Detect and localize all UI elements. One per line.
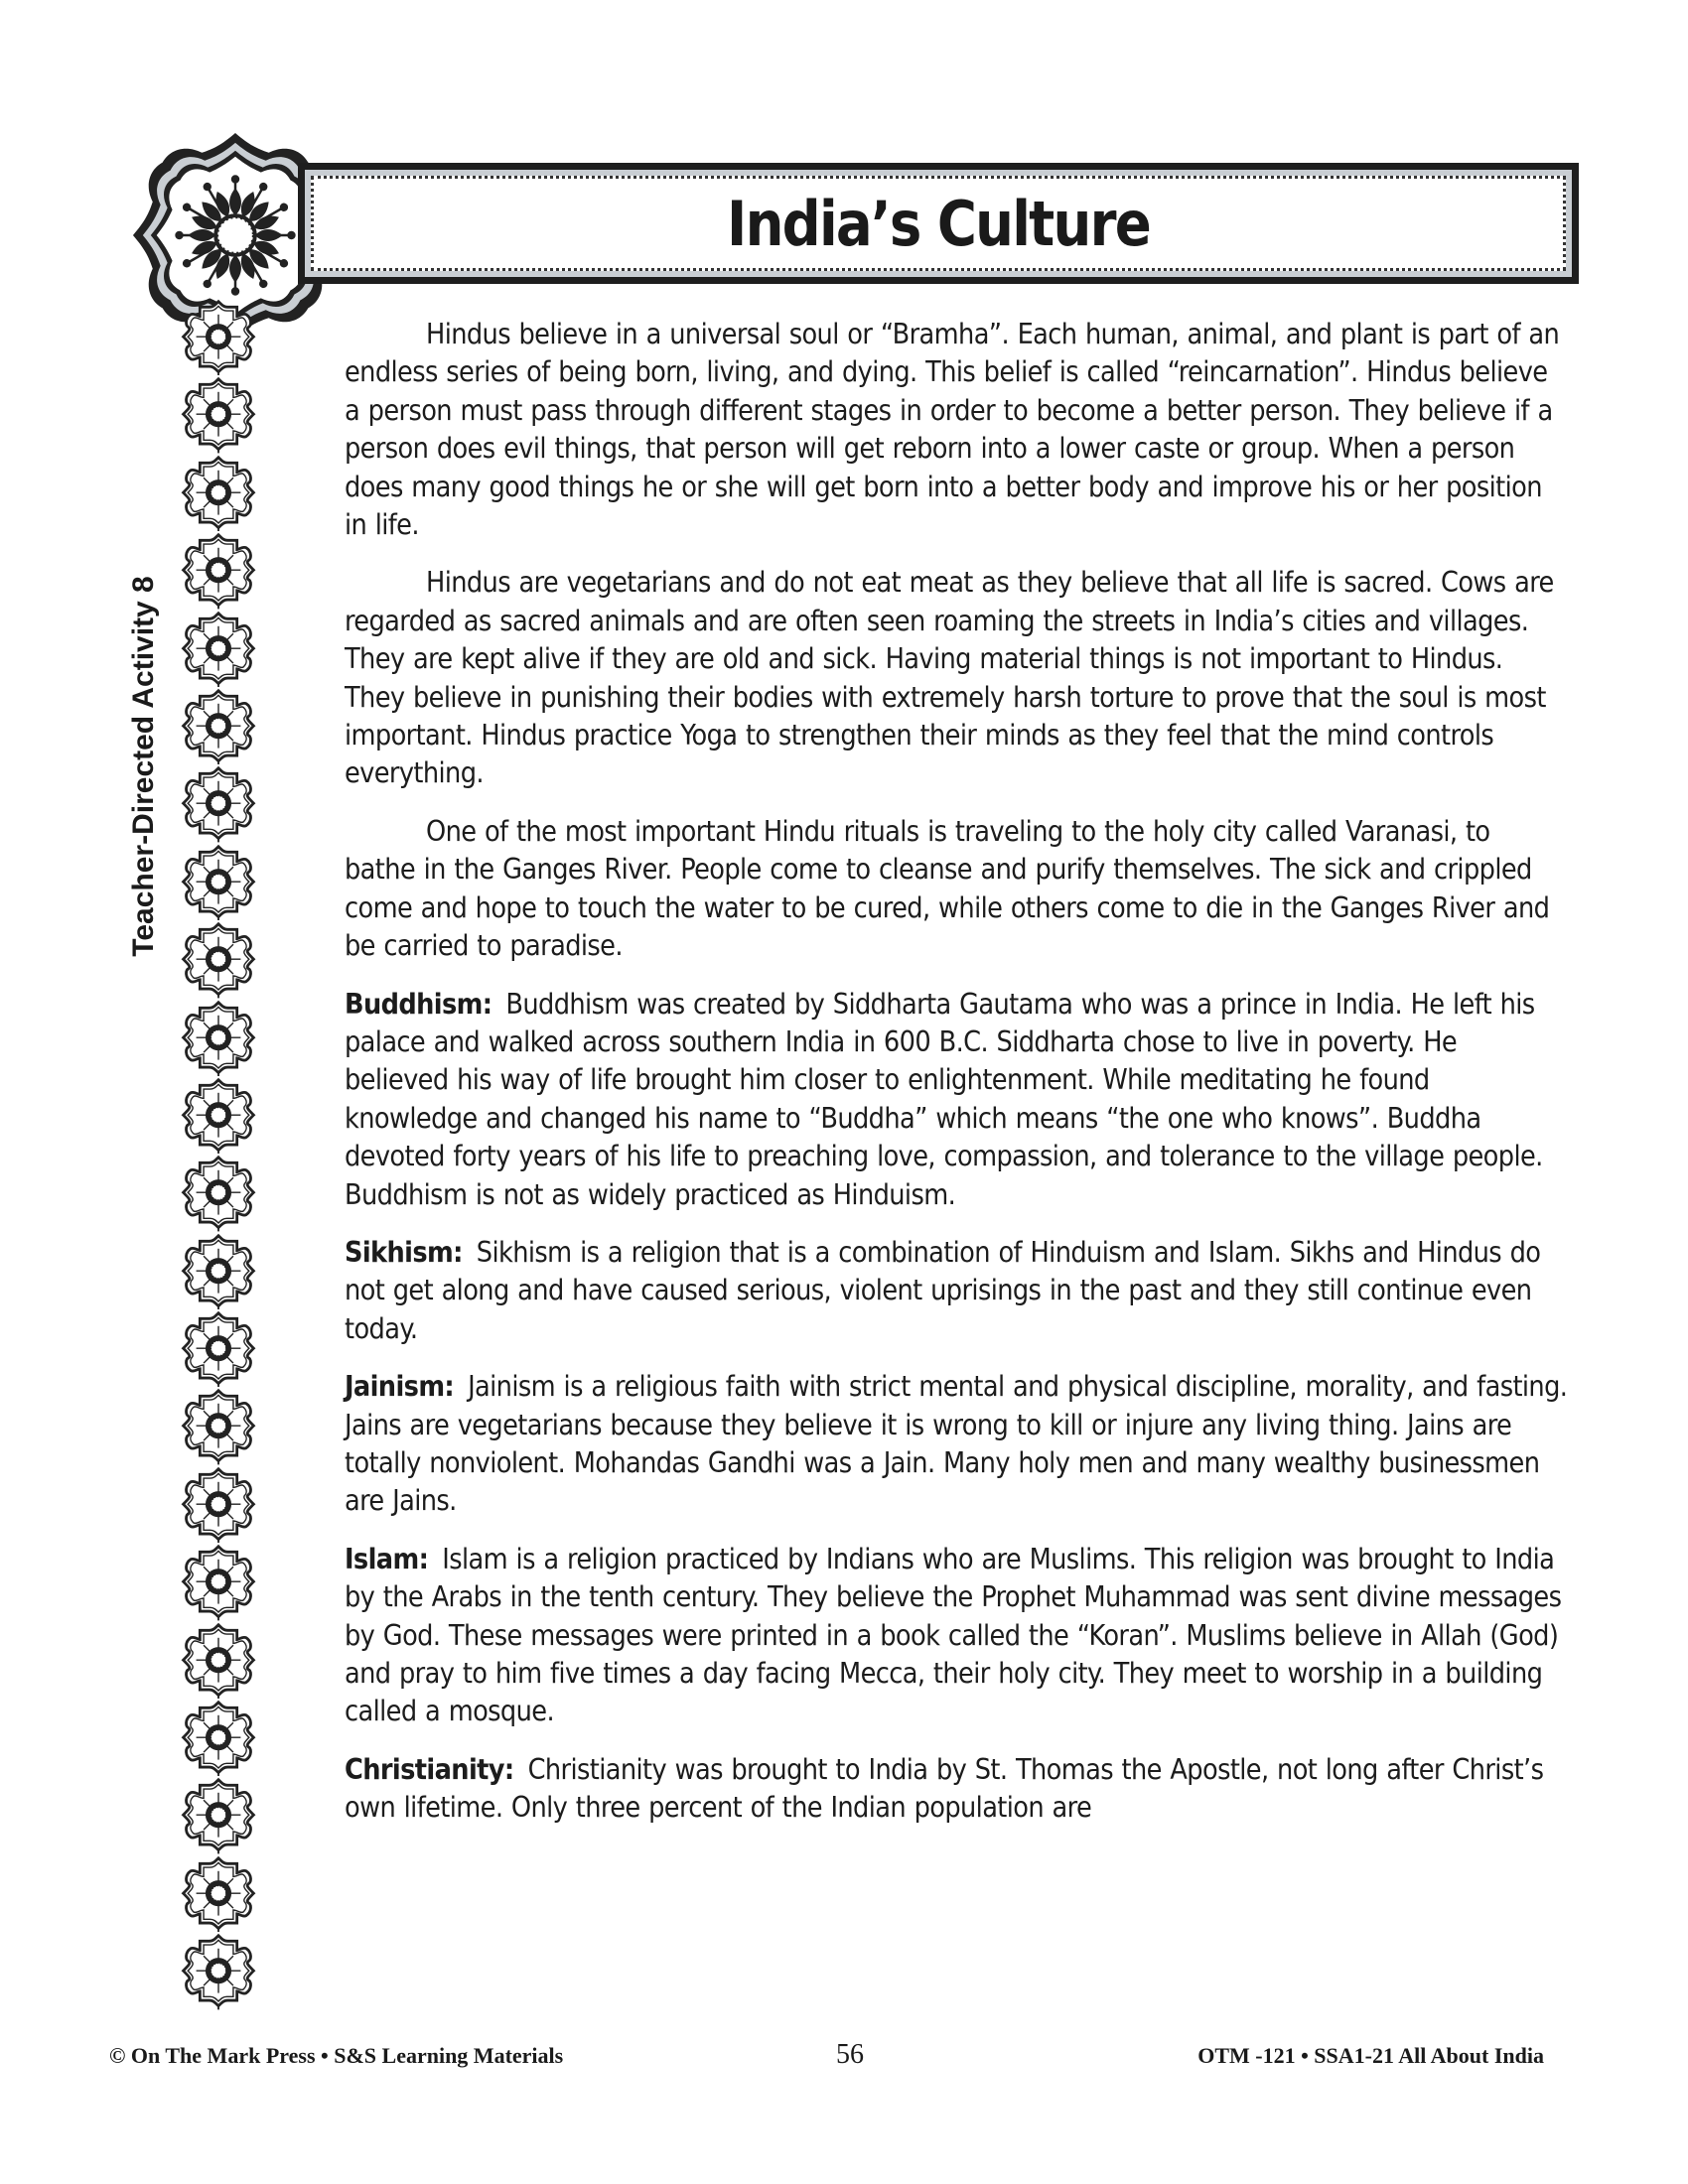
floral-medallion-icon: [177, 1232, 260, 1309]
term-label: Sikhism:: [345, 1235, 463, 1269]
paragraph-christianity: [345, 1751, 1568, 1828]
activity-label: Teacher-Directed Activity 8: [127, 576, 160, 957]
term-label: Islam:: [345, 1542, 429, 1575]
term-label: Buddhism:: [345, 987, 492, 1021]
paragraph-hindu-rituals: [345, 813, 1568, 966]
paragraph-text: Hindus believe in a universal soul or “Bramha”. Each human, animal, and plant is part of an endless series of being born, living, and dying. This belief is called “reincarnation”. Hindus believe a person must pass through different stages in order to become a better person. They believe if a person does evil things, that person will get reborn into a lower caste or group. When a person does many good things he or she will get born into a better body and improve his or her position in life.: [345, 318, 1560, 542]
paragraph-text: Hindus are vegetarians and do not eat meat as they believe that all life is sacred. Cows are regarded as sacred animals and are often seen roaming the streets in India’s cities and villages. They are kept alive if they are old and sick. Having material things is not important to Hindus. They believe in punishing their bodies with extremely harsh torture to prove that the soul is most important. Hindus practice Yoga to strengthen their minds as they feel that the mind controls everything.: [345, 566, 1554, 790]
floral-medallion-icon: [177, 764, 260, 842]
paragraph-text: Islam is a religion practiced by Indians who are Muslims. This religion was brought to India by the Arabs in the tenth century. They believe the Prophet Muhammad was sent divine messages by God. These messages were printed in a book called the “Koran”. Muslims believe in Allah (God) and pray to him five times a day facing Mecca, their holy city. They meet to worship in a building called a mosque.: [345, 1542, 1562, 1728]
floral-medallion-icon: [177, 1387, 260, 1464]
floral-medallion-icon: [177, 1465, 260, 1543]
title-frame: [311, 176, 1566, 271]
paragraph-text: Buddhism was created by Siddharta Gautama who was a prince in India. He left his palace and walked across southern India in 600 B.C. Siddharta chose to live in poverty. He believed his way of life brought him closer to enlightenment. While meditating he found knowledge and changed his name to “Buddha” which means “the one who knows”. Buddha devoted forty years of his life to preaching love, compassion, and tolerance to the village people. Buddhism is not as widely practiced as Hinduism.: [345, 987, 1543, 1211]
floral-medallion-icon: [177, 531, 260, 609]
term-label: Jainism:: [345, 1370, 455, 1404]
title-banner: [298, 163, 1579, 284]
floral-medallion-icon: [177, 1699, 260, 1776]
copyright-text: © On The Mark Press • S&S Learning Materials: [109, 2043, 564, 2068]
floral-medallion-icon: [177, 454, 260, 531]
floral-medallion-icon: [177, 1154, 260, 1231]
ornament-border: [177, 298, 260, 2010]
paragraph-buddhism: [345, 986, 1568, 1214]
floral-medallion-icon: [177, 1543, 260, 1620]
floral-medallion-icon: [177, 375, 260, 453]
floral-medallion-icon: [177, 1309, 260, 1387]
paragraph-hindu-practices: [345, 564, 1568, 792]
floral-medallion-icon: [177, 610, 260, 687]
floral-medallion-icon: [177, 1776, 260, 1853]
paragraph-text: One of the most important Hindu rituals is traveling to the holy city called Varanasi, to bathe in the Ganges River. People come to cleanse and purify themselves. The sick and crippled come and hope to touch the water to be cured, while others come to die in the Ganges River and be carried to paradise.: [345, 814, 1550, 963]
article-body: [345, 316, 1568, 1847]
floral-medallion-icon: [177, 1621, 260, 1699]
floral-medallion-icon: [177, 687, 260, 764]
floral-medallion-icon: [177, 298, 260, 375]
paragraph-text: Christianity was brought to India by St. Thomas the Apostle, not long after Christ’s own lifetime. Only three percent of the Indian population are: [345, 1752, 1544, 1825]
paragraph-jainism: [345, 1368, 1568, 1521]
page-number: 56: [836, 2039, 864, 2070]
paragraph-text: Sikhism is a religion that is a combination of Hinduism and Islam. Sikhs and Hindus do not get along and have caused serious, violent uprisings in the past and they still continue even today.: [345, 1235, 1541, 1345]
paragraph-islam: [345, 1541, 1568, 1731]
term-label: Christianity:: [345, 1752, 514, 1786]
floral-medallion-icon: [177, 999, 260, 1076]
floral-medallion-icon: [177, 1076, 260, 1154]
floral-medallion-icon: [177, 1932, 260, 2009]
paragraph-hindu-beliefs: [345, 316, 1568, 544]
floral-medallion-icon: [177, 920, 260, 998]
floral-medallion-icon: [177, 843, 260, 920]
floral-medallion-icon: [177, 1854, 260, 1932]
paragraph-text: Jainism is a religious faith with strict mental and physical discipline, morality, and fasting. Jains are vegetarians because they believe it is wrong to kill or injure any living thing. Jains are totally nonviolent. Mohandas Gandhi was a Jain. Many holy men and many wealthy businessmen are Jains.: [345, 1370, 1568, 1518]
page-title: India’s Culture: [727, 187, 1150, 260]
paragraph-sikhism: [345, 1234, 1568, 1348]
product-code: OTM -121 • SSA1-21 All About India: [1197, 2043, 1544, 2068]
page-footer: [109, 2039, 1589, 2073]
